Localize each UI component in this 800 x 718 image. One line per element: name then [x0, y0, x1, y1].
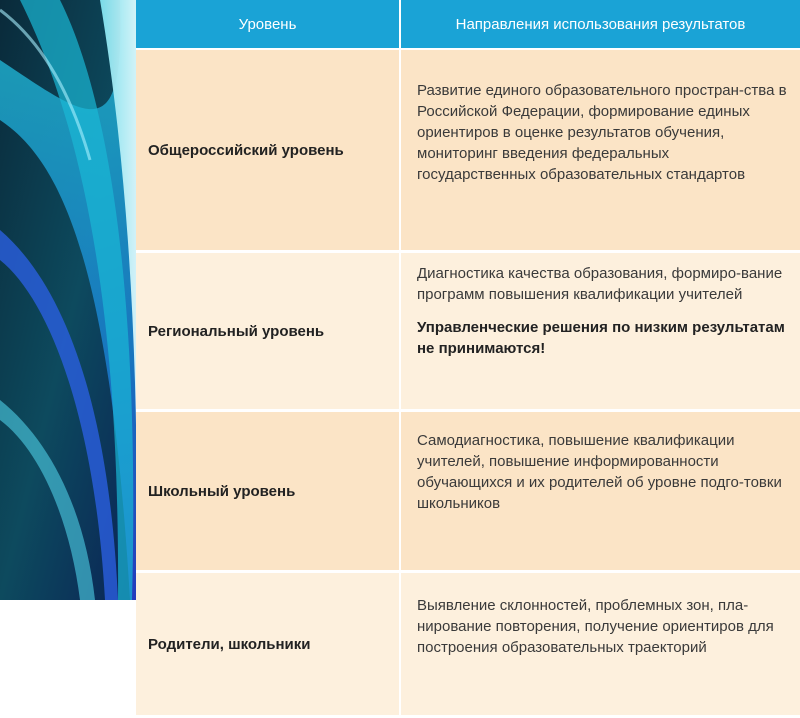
table-header-row [136, 0, 800, 49]
header-level: Уровень [136, 0, 400, 49]
row-description [400, 49, 800, 252]
row-level-label: Региональный уровень [136, 252, 400, 411]
decorative-background-waves [0, 0, 150, 600]
results-usage-table-container [136, 0, 800, 656]
table-row [136, 411, 800, 572]
row-note-bold: Управленческие решения по низким результатам не принимаются! [417, 319, 785, 357]
table-row [136, 572, 800, 717]
row-level-label: Школьный уровень [136, 411, 400, 572]
row-level-label: Родители, школьники [136, 572, 400, 717]
row-description-text: Выявление склонностей, проблемных зон, пла-нирование повторения, получение ориентиров для построения образовательных траекторий [417, 597, 774, 656]
table-row [136, 252, 800, 411]
table-row [136, 49, 800, 252]
header-directions: Направления использования результатов [400, 0, 800, 49]
results-usage-table [136, 0, 800, 718]
row-description [400, 411, 800, 572]
row-description-text: Диагностика качества образования, формиро-вание программ повышения квалификации учителей [417, 265, 783, 303]
row-description [400, 572, 800, 717]
wave-artwork [0, 0, 150, 600]
row-level-label: Общероссийский уровень [136, 49, 400, 252]
row-description-text: Развитие единого образовательного простран-ства в Российской Федерации, формирование единых ориентиров в оценке результатов обучения, мониторинг введения федеральных государственных образовательных стандартов [417, 82, 787, 183]
row-description [400, 252, 800, 411]
row-description-text: Самодиагностика, повышение квалификации учителей, повышение информированности обучающихся и их родителей об уровне подго-товки школьников [417, 432, 782, 512]
